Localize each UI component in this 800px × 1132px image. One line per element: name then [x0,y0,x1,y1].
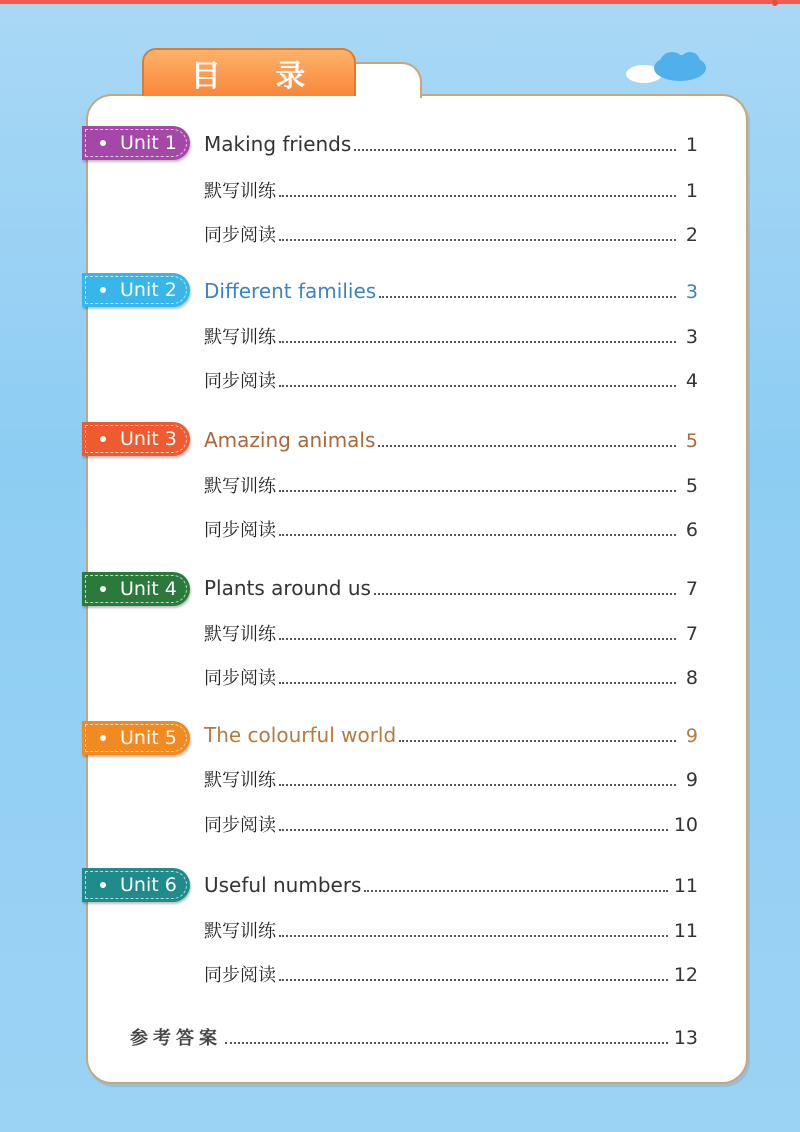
toc-entry-sub[interactable]: 同步阅读 12 [204,964,698,986]
toc-entry-sub[interactable]: 同步阅读 4 [204,370,698,392]
toc-entry-sub[interactable]: 同步阅读 8 [204,667,698,689]
toc-entry-sub[interactable]: 默写训练 5 [204,475,698,497]
top-red-strip [0,0,800,4]
page-title: 目 录 [190,59,328,94]
unit-badge: Unit 5 [82,721,190,755]
toc-entry-unit2[interactable]: Different families 3 [204,279,698,303]
toc-entry-answers[interactable]: 参考答案 13 [130,1027,698,1049]
contents-title-tab [142,48,356,96]
cloud-icon [624,46,710,86]
toc-entry-unit4[interactable]: Plants around us 7 [204,576,698,600]
toc-entry-unit3[interactable]: Amazing animals 5 [204,428,698,452]
toc-entry-sub[interactable]: 默写训练 1 [204,180,698,202]
toc-entry-unit5[interactable]: The colourful world 9 [204,723,698,747]
toc-entry-unit1[interactable]: Making friends 1 [204,132,698,156]
card-tab-bump [350,62,422,98]
toc-entry-sub[interactable]: 默写训练 7 [204,623,698,645]
corner-marker [772,0,778,6]
unit-badge: Unit 3 [82,422,190,456]
toc-entry-sub[interactable]: 默写训练 3 [204,326,698,348]
toc-entry-unit6[interactable]: Useful numbers 11 [204,873,698,897]
unit-badge: Unit 4 [82,572,190,606]
toc-entry-sub[interactable]: 默写训练 9 [204,769,698,791]
toc-entry-sub[interactable]: 同步阅读 6 [204,519,698,541]
unit-badge: Unit 1 [82,126,190,160]
unit-badge: Unit 2 [82,273,190,307]
toc-entry-sub[interactable]: 默写训练 11 [204,920,698,942]
toc-entry-sub[interactable]: 同步阅读 10 [204,814,698,836]
unit-badge: Unit 6 [82,868,190,902]
toc-entry-sub[interactable]: 同步阅读 2 [204,224,698,246]
